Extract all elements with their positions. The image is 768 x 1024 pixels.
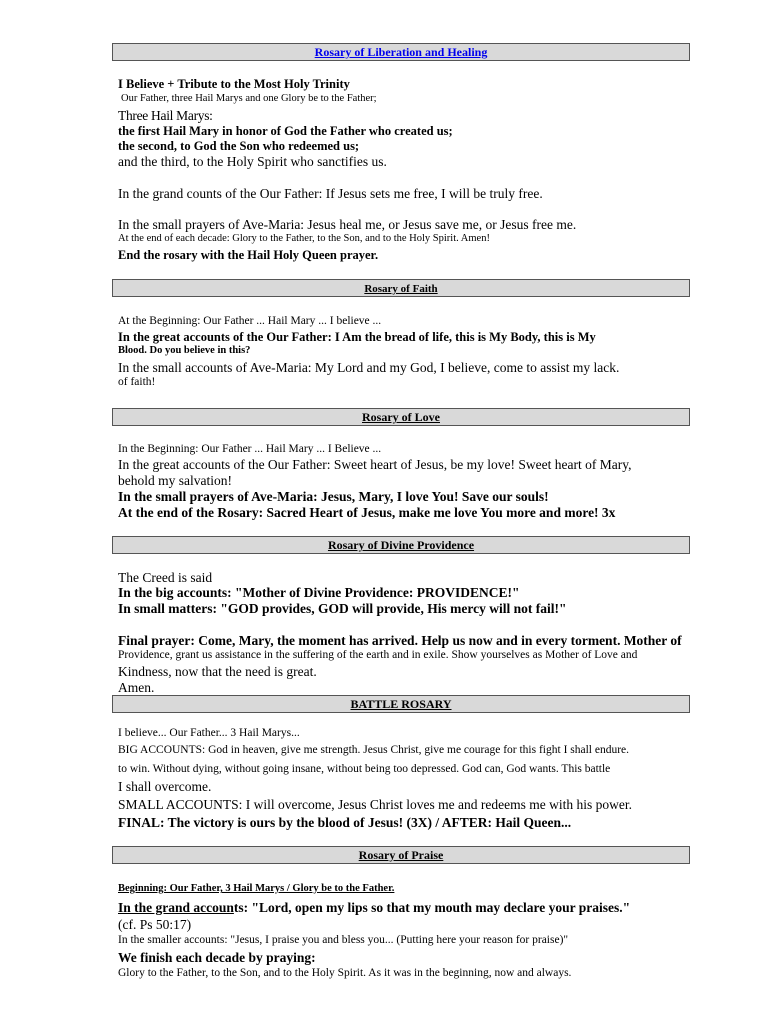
liberation-line-1: I Believe + Tribute to the Most Holy Trinity	[118, 77, 350, 91]
praise-line-5: We finish each decade by praying:	[118, 950, 316, 965]
battle-line-3: to win. Without dying, without going insane, without being too depressed. God can, God wants. This battle	[118, 763, 611, 775]
battle-line-4: I shall overcome.	[118, 779, 212, 794]
liberation-line-2: Our Father, three Hail Marys and one Glory be to the Father;	[121, 93, 377, 104]
providence-line-3: In small matters: "GOD provides, GOD will provide, His mercy will not fail!"	[118, 601, 567, 616]
faith-line-2: In the great accounts of the Our Father: I Am the bread of life, this is My Body, this is My	[118, 330, 596, 344]
faith-line-5: of faith!	[118, 376, 156, 388]
praise-title: Rosary of Praise	[358, 848, 444, 862]
section-header-praise	[112, 846, 690, 864]
praise-line-2-rest: ts: "Lord, open my lips so that my mouth may declare your praises."	[233, 900, 631, 915]
providence-line-1: The Creed is said	[118, 570, 213, 585]
providence-title: Rosary of Divine Providence	[327, 538, 475, 552]
faith-line-4: In the small accounts of Ave-Maria: My Lord and my God, I believe, come to assist my lack.	[118, 360, 620, 375]
praise-line-2-underlined: In the grand accoun	[118, 900, 234, 915]
providence-line-7: Amen.	[118, 680, 155, 695]
faith-title: Rosary of Faith	[364, 283, 438, 295]
providence-line-5: Providence, grant us assistance in the suffering of the earth and in exile. Show yourselves as Mother of Love and	[118, 649, 638, 661]
section-header-battle	[112, 695, 690, 713]
love-line-3: behold my salvation!	[118, 473, 232, 488]
liberation-line-7: In the grand counts of the Our Father: If Jesus sets me free, I will be truly free.	[118, 186, 543, 201]
faith-line-3: Blood. Do you believe in this?	[118, 345, 251, 356]
praise-line-2	[118, 900, 630, 916]
battle-title: BATTLE ROSARY	[350, 697, 452, 711]
love-line-5: At the end of the Rosary: Sacred Heart of Jesus, make me love You more and more! 3x	[118, 505, 616, 520]
battle-line-5: SMALL ACCOUNTS: I will overcome, Jesus Christ loves me and redeems me with his power.	[118, 797, 632, 812]
liberation-line-8: In the small prayers of Ave-Maria: Jesus heal me, or Jesus save me, or Jesus free me.	[118, 217, 577, 232]
praise-line-4: In the smaller accounts: "Jesus, I praise you and bless you... (Putting here your reason for praise)"	[118, 934, 569, 946]
section-header-faith	[112, 279, 690, 297]
providence-line-4: Final prayer: Come, Mary, the moment has arrived. Help us now and in every torment. Mother of	[118, 633, 682, 648]
providence-line-6: Kindness, now that the need is great.	[118, 664, 317, 679]
liberation-line-9: At the end of each decade: Glory to the Father, to the Son, and to the Holy Spirit. Amen!	[118, 233, 490, 244]
love-line-2: In the great accounts of the Our Father: Sweet heart of Jesus, be my love! Sweet heart of Mary,	[118, 457, 632, 472]
praise-line-6: Glory to the Father, to the Son, and to the Holy Spirit. As it was in the beginning, now and always.	[118, 967, 572, 979]
liberation-line-10: End the rosary with the Hail Holy Queen prayer.	[118, 248, 379, 262]
battle-line-2: BIG ACCOUNTS: God in heaven, give me strength. Jesus Christ, give me courage for this fight I shall endure.	[118, 744, 630, 756]
liberation-line-6: and the third, to the Holy Spirit who sanctifies us.	[118, 154, 387, 169]
section-header-liberation	[112, 43, 690, 61]
faith-line-1: At the Beginning: Our Father ... Hail Mary ... I believe ...	[118, 315, 382, 327]
section-header-providence	[112, 536, 690, 554]
liberation-line-4: the first Hail Mary in honor of God the Father who created us;	[118, 124, 453, 138]
battle-line-6: FINAL: The victory is ours by the blood of Jesus! (3X) / AFTER: Hail Queen...	[118, 815, 572, 830]
love-line-4: In the small prayers of Ave-Maria: Jesus, Mary, I love You! Save our souls!	[118, 489, 549, 504]
praise-line-3: (cf. Ps 50:17)	[118, 917, 192, 932]
love-title: Rosary of Love	[362, 410, 440, 424]
battle-line-1: I believe... Our Father... 3 Hail Marys...	[118, 727, 300, 739]
liberation-title-link[interactable]: Rosary of Liberation and Healing	[314, 45, 488, 59]
liberation-line-5: the second, to God the Son who redeemed us;	[118, 139, 360, 153]
providence-line-2: In the big accounts: "Mother of Divine Providence: PROVIDENCE!"	[118, 585, 520, 600]
praise-line-1: Beginning: Our Father, 3 Hail Marys / Glory be to the Father.	[118, 883, 395, 894]
liberation-line-3: Three Hail Marys:	[118, 108, 213, 123]
section-header-love	[112, 408, 690, 426]
love-line-1: In the Beginning: Our Father ... Hail Mary ... I Believe ...	[118, 443, 382, 455]
